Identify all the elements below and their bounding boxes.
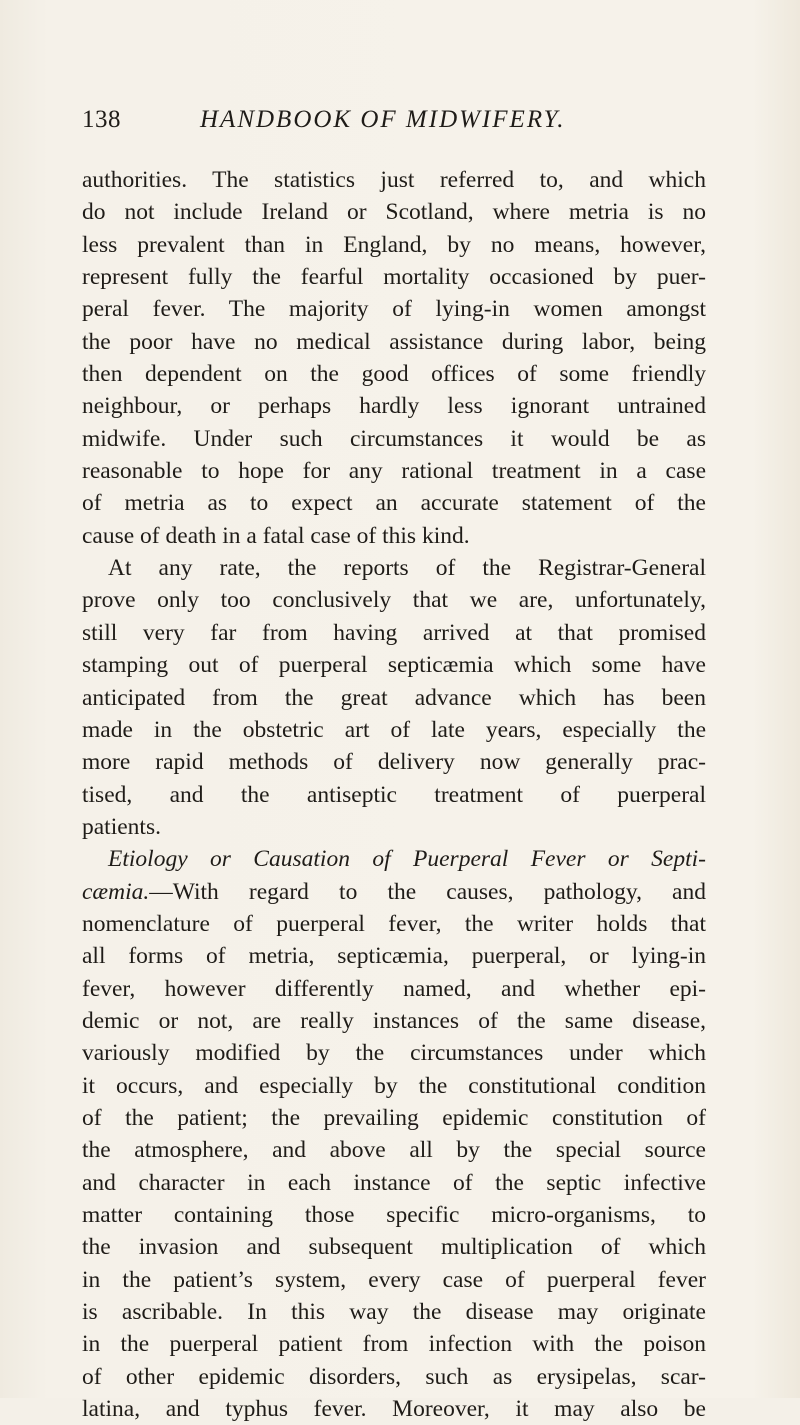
text-line: matter containing those specific micro-organisms, to	[82, 1202, 706, 1228]
text-line: anticipated from the great advance which has been	[82, 684, 706, 711]
text-line: demic or not, are really instances of the same disease,	[82, 1007, 706, 1034]
text-line: neighbour, or perhaps hardly less ignorant untrained	[82, 393, 706, 420]
text-line: At any rate, the reports of the Registrar-General	[108, 555, 706, 582]
text-line: midwife. Under such circumstances it would be as	[82, 425, 706, 452]
text-line: do not include Ireland or Scotland, where metria is no	[82, 199, 706, 226]
text-line: is ascribable. In this way the disease may originate	[82, 1299, 706, 1326]
text-line: variously modified by the circumstances under which	[82, 1040, 706, 1067]
text-line: then dependent on the good offices of some friendly	[82, 361, 706, 388]
text-line: in the patient’s system, every case of puerperal fever	[82, 1266, 706, 1293]
paragraph-3	[82, 843, 706, 1425]
text-line	[82, 876, 706, 908]
text-line: nomenclature of puerperal fever, the writer holds that	[82, 910, 706, 937]
paragraph-1	[82, 164, 706, 552]
text-line: of metria as to expect an accurate statement of the	[82, 490, 706, 517]
text-line: all forms of metria, septicæmia, puerperal, or lying-in	[82, 943, 706, 970]
text-line: less prevalent than in England, by no means, however,	[82, 231, 706, 258]
text-line: the atmosphere, and above all by the special source	[82, 1137, 706, 1164]
text-line: prove only too conclusively that we are, unfortunately,	[82, 587, 706, 614]
body-text	[82, 164, 706, 1425]
text-line: represent fully the fearful mortality occasioned by puer-	[82, 264, 706, 291]
text-line: the invasion and subsequent multiplication of which	[82, 1234, 706, 1261]
section-heading: Etiology or Causation of Puerperal Fever or Septi-	[108, 846, 706, 873]
section-heading-continued: cæmia.	[82, 878, 150, 905]
text-line: and character in each instance of the septic infective	[82, 1169, 706, 1196]
running-title: HANDBOOK OF MIDWIFERY.	[200, 106, 566, 133]
paragraph-2	[82, 552, 706, 843]
text-line: cause of death in a fatal case of this kind.	[82, 522, 470, 549]
text-line: reasonable to hope for any rational treatment in a case	[82, 458, 706, 485]
text-line: in the puerperal patient from infection with the poison	[82, 1331, 706, 1358]
text-line: peral fever. The majority of lying-in women amongst	[82, 296, 706, 323]
text-line: made in the obstetric art of late years, especially the	[82, 716, 706, 743]
text-fragment: —With regard to the causes, pathology, and	[149, 878, 706, 905]
text-line: still very far from having arrived at that promised	[82, 619, 706, 646]
text-line: latina, and typhus fever. Moreover, it may also be	[82, 1396, 706, 1423]
page-header	[82, 106, 702, 142]
text-line: tised, and the antiseptic treatment of puerperal	[82, 781, 706, 808]
text-line: the poor have no medical assistance during labor, being	[82, 328, 706, 355]
text-line: fever, however differently named, and whether epi-	[82, 975, 706, 1002]
page-number: 138	[82, 106, 121, 133]
text-line: of the patient; the prevailing epidemic constitution of	[82, 1104, 706, 1131]
text-line: of other epidemic disorders, such as erysipelas, scar-	[82, 1363, 706, 1390]
text-line: stamping out of puerperal septicæmia which some have	[82, 652, 706, 679]
text-line: patients.	[82, 813, 161, 840]
text-line: more rapid methods of delivery now generally prac-	[82, 749, 706, 776]
text-line: authorities. The statistics just referred to, and which	[82, 167, 706, 193]
text-line: it occurs, and especially by the constitutional condition	[82, 1072, 706, 1099]
